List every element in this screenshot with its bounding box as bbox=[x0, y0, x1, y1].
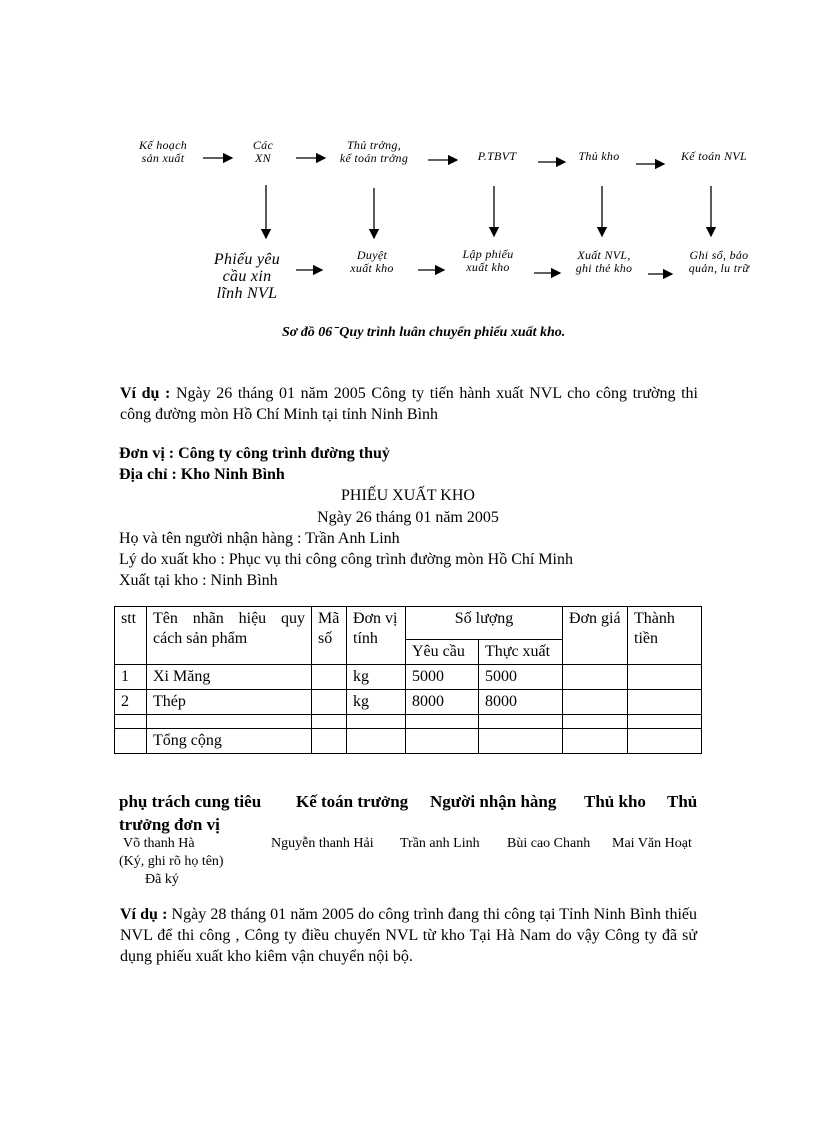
flow-bottom-approve: Duyệt xuất kho bbox=[350, 248, 394, 275]
flow-bottom-record: Ghi sổ, bảo quản, lu trữ bbox=[688, 248, 750, 275]
cell-amount bbox=[628, 715, 702, 729]
role-chief-accountant: Kế toán trưởng bbox=[296, 792, 409, 811]
header-amount: Thành tiền bbox=[628, 607, 702, 665]
header-stt: stt bbox=[115, 607, 147, 665]
header-actual: Thực xuất bbox=[479, 640, 563, 665]
signed-mark: Đã ký bbox=[145, 872, 179, 887]
cell-unit bbox=[347, 715, 406, 729]
flow-top-accountant: Kế toán NVL bbox=[681, 149, 747, 163]
header-code: Mã số bbox=[312, 607, 347, 665]
role-receiver: Người nhận hàng bbox=[430, 792, 557, 811]
name-storekeeper: Bùi cao Chanh bbox=[507, 836, 591, 851]
warehouse-line: Xuất tại kho : Ninh Bình bbox=[119, 572, 278, 589]
address-line: Địa chỉ : Kho Ninh Bình bbox=[119, 466, 285, 483]
name-head: Mai Văn Hoạt bbox=[612, 836, 692, 851]
cell-empty bbox=[479, 729, 563, 754]
flow-bottom-create: Lập phiếu xuất kho bbox=[462, 247, 514, 274]
total-row bbox=[115, 729, 702, 754]
cell-empty bbox=[312, 729, 347, 754]
example-label: Ví dụ : bbox=[120, 385, 171, 402]
example-text: Ngày 28 tháng 01 năm 2005 do công trình đang thi công tại Tỉnh Ninh Bình thiếu NVL để thi công , Công ty điều chuyển NVL từ kho Tại Hà Nam do vậy Công ty đã sử dụng phiếu xuất kho kiêm vận chuyển nội bộ. bbox=[120, 906, 697, 965]
cell-unit: kg bbox=[347, 690, 406, 715]
cell-name: Thép bbox=[147, 690, 312, 715]
header-quantity: Số lượng bbox=[406, 607, 563, 640]
cell-price bbox=[563, 690, 628, 715]
table-row bbox=[115, 665, 702, 690]
signature-note: (Ký, ghi rõ họ tên) bbox=[119, 854, 224, 869]
cell-code bbox=[312, 715, 347, 729]
example-paragraph-1 bbox=[120, 383, 698, 425]
diagram-caption: Sơ đồ 06 ̄ Quy trình luân chuyển phiếu xuất kho. bbox=[282, 325, 566, 340]
example-paragraph-2 bbox=[120, 904, 697, 967]
cell-price bbox=[563, 665, 628, 690]
cell-requested: 5000 bbox=[406, 665, 479, 690]
header-price: Đơn giá bbox=[563, 607, 628, 665]
role-storekeeper: Thủ kho bbox=[584, 792, 646, 811]
flow-top-storekeeper: Thủ kho bbox=[578, 149, 620, 163]
name-chief-accountant: Nguyễn thanh Hải bbox=[271, 836, 374, 851]
cell-empty bbox=[406, 729, 479, 754]
cell-actual: 5000 bbox=[479, 665, 563, 690]
cell-stt: 1 bbox=[115, 665, 147, 690]
flow-bottom-issue: Xuất NVL, ghi thẻ kho bbox=[575, 248, 633, 275]
total-label: Tổng cộng bbox=[147, 729, 312, 754]
receiver-line: Họ và tên người nhận hàng : Trần Anh Linh bbox=[119, 530, 400, 547]
role-head-cont: trưởng đơn vị bbox=[119, 815, 220, 834]
cell-empty bbox=[115, 729, 147, 754]
flow-top-director: Thủ trởng, kế toán trởng bbox=[339, 138, 409, 165]
header-name: Tên nhãn hiệu quy cách sản phẩm bbox=[147, 607, 312, 665]
cell-code bbox=[312, 690, 347, 715]
header-unit: Đơn vị tính bbox=[347, 607, 406, 665]
flow-top-ptbvt: P.TBVT bbox=[477, 149, 517, 163]
cell-amount bbox=[628, 690, 702, 715]
cell-price bbox=[563, 715, 628, 729]
example-text: Ngày 26 tháng 01 năm 2005 Công ty tiến hành xuất NVL cho công trường thi công đường mòn Hồ Chí Minh tại tỉnh Ninh Bình bbox=[120, 385, 699, 423]
flow-top-units: Các XN bbox=[252, 138, 274, 165]
cell-code bbox=[312, 665, 347, 690]
cell-unit: kg bbox=[347, 665, 406, 690]
issue-table bbox=[114, 606, 702, 754]
flow-top-plan: Kế hoạch sản xuất bbox=[138, 138, 188, 165]
cell-name: Xi Măng bbox=[147, 665, 312, 690]
header-requested: Yêu cầu bbox=[406, 640, 479, 665]
table-row bbox=[115, 715, 702, 729]
name-receiver: Trần anh Linh bbox=[400, 836, 480, 851]
cell-requested bbox=[406, 715, 479, 729]
cell-empty bbox=[628, 729, 702, 754]
table-row bbox=[115, 690, 702, 715]
slip-title: PHIẾU XUẤT KHO bbox=[341, 487, 475, 504]
unit-line: Đơn vị : Công ty công trình đường thuỷ bbox=[119, 445, 390, 462]
cell-requested: 8000 bbox=[406, 690, 479, 715]
flow-arrows bbox=[0, 0, 816, 320]
cell-amount bbox=[628, 665, 702, 690]
cell-actual bbox=[479, 715, 563, 729]
cell-empty bbox=[347, 729, 406, 754]
reason-line: Lý do xuất kho : Phục vụ thi công công trình đường mòn Hồ Chí Minh bbox=[119, 551, 573, 568]
example-label: Ví dụ : bbox=[120, 906, 168, 923]
cell-empty bbox=[563, 729, 628, 754]
cell-actual: 8000 bbox=[479, 690, 563, 715]
cell-stt: 2 bbox=[115, 690, 147, 715]
role-head: Thủ bbox=[667, 792, 698, 811]
cell-stt bbox=[115, 715, 147, 729]
slip-date: Ngày 26 tháng 01 năm 2005 bbox=[317, 509, 499, 526]
flow-bottom-request: Phiếu yêu cầu xin lĩnh NVL bbox=[213, 251, 281, 302]
role-supply: phụ trách cung tiêu bbox=[119, 792, 262, 811]
name-supply: Võ thanh Hà bbox=[123, 836, 195, 851]
cell-name bbox=[147, 715, 312, 729]
